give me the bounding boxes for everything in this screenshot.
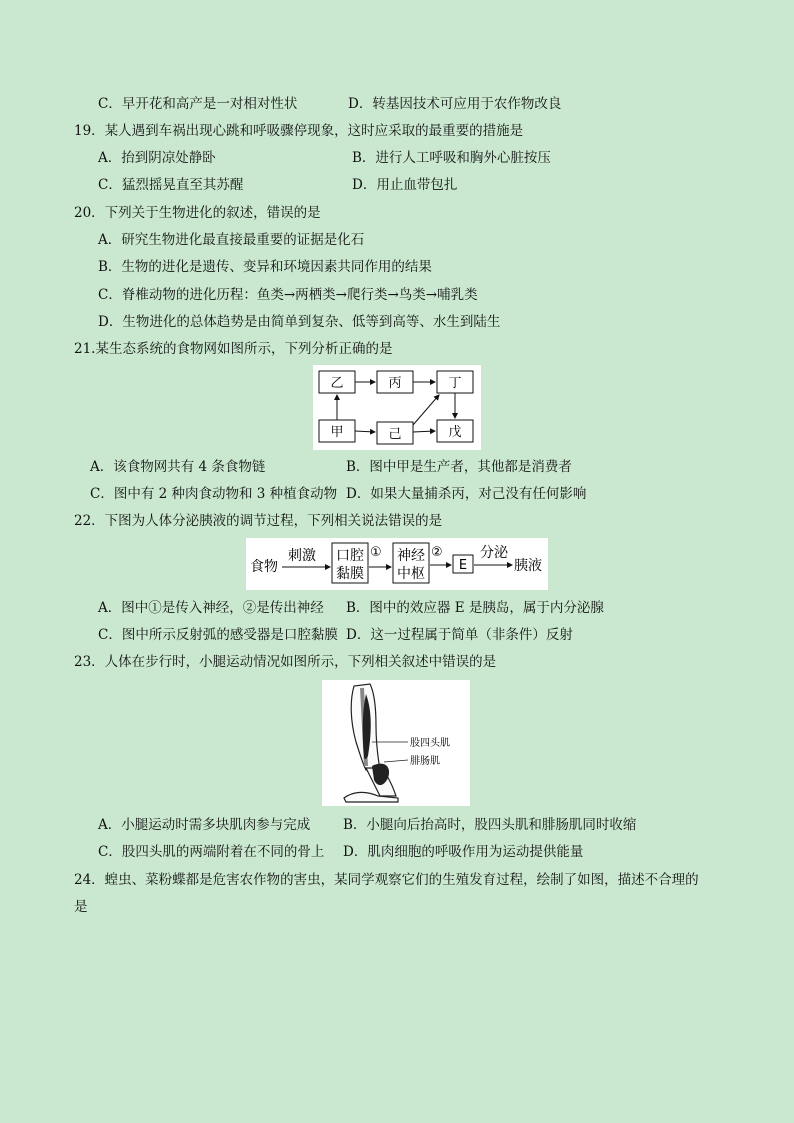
arrow-ji-wu (413, 431, 435, 432)
q23-option-b: B．小腿向后抬高时，股四头肌和腓肠肌同时收缩 (343, 817, 637, 833)
label-yi: 乙 (330, 376, 344, 391)
label-e: E (458, 558, 468, 573)
pancreatic-reflex-diagram (246, 538, 548, 590)
q23-option-a: A．小腿运动时需多块肌肉参与完成 (98, 817, 311, 833)
q21-option-b: B．图中甲是生产者，其他都是消费者 (346, 459, 572, 475)
q19-option-d: D．用止血带包扎 (352, 177, 458, 193)
food-web-svg (313, 365, 481, 450)
arrow-jia-ji (355, 431, 375, 432)
q22-stem: 22．下图为人体分泌胰液的调节过程，下列相关说法错误的是 (74, 513, 443, 529)
q21-option-d: D．如果大量捕杀丙，对己没有任何影响 (346, 486, 587, 502)
q21-option-a: A．该食物网共有 4 条食物链 (90, 459, 266, 475)
q23-stem: 23．人体在步行时，小腿运动情况如图所示，下列相关叙述中错误的是 (74, 654, 497, 670)
leg-muscle-figure (322, 680, 470, 806)
q19-stem: 19．某人遇到车祸出现心跳和呼吸骤停现象，这时应采取的最重要的措施是 (74, 123, 524, 139)
label-stimulus: 刺激 (288, 548, 316, 564)
q18-option-d: D．转基因技术可应用于农作物改良 (348, 96, 562, 112)
q21-stem: 21.某生态系统的食物网如图所示，下列分析正确的是 (74, 341, 393, 357)
arrow-ji-ding (413, 395, 439, 425)
food-web-diagram (313, 365, 481, 450)
label-center1: 神经 (397, 548, 425, 564)
label-quadriceps: 股四头肌 (410, 738, 450, 749)
q22-option-c: C．图中所示反射弧的感受器是口腔黏膜 (98, 627, 338, 643)
q24-stem-line2: 是 (74, 899, 88, 915)
label-mouth2: 黏膜 (336, 566, 364, 582)
q24-stem-line1: 24．蝗虫、菜粉蝶都是危害农作物的害虫，某同学观察它们的生殖发育过程，绘制了如图，描述不合理的 (74, 872, 699, 888)
label-food: 食物 (250, 559, 278, 575)
q22-option-b: B．图中的效应器 E 是胰岛，属于内分泌腺 (346, 600, 604, 616)
q20-option-b: B．生物的进化是遗传、变异和环境因素共同作用的结果 (98, 259, 432, 275)
q20-option-c: C．脊椎动物的进化历程：鱼类→两栖类→爬行类→鸟类→哺乳类 (98, 287, 478, 303)
label-center2: 中枢 (397, 566, 425, 582)
reflex-svg (246, 538, 548, 590)
q19-option-a: A．抬到阴凉处静卧 (98, 150, 216, 166)
label-gastrocnemius: 腓肠肌 (410, 756, 440, 767)
label-n1: ① (370, 545, 382, 560)
q20-option-a: A．研究生物进化最直接最重要的证据是化石 (98, 232, 365, 248)
label-mouth1: 口腔 (336, 548, 364, 564)
leg-svg (322, 680, 470, 806)
label-wu: 戊 (448, 425, 462, 440)
q19-option-b: B．进行人工呼吸和胸外心脏按压 (352, 150, 551, 166)
q23-option-c: C．股四头肌的两端附着在不同的骨上 (98, 844, 325, 860)
q21-option-c: C．图中有 2 种肉食动物和 3 种植食动物 (90, 486, 338, 502)
label-juice: 胰液 (514, 558, 542, 574)
label-ding: 丁 (448, 376, 462, 391)
label-secrete: 分泌 (480, 545, 508, 561)
q20-option-d: D．生物进化的总体趋势是由简单到复杂、低等到高等、水生到陆生 (98, 314, 501, 330)
q22-option-d: D．这一过程属于简单（非条件）反射 (346, 627, 573, 643)
label-n2: ② (431, 545, 443, 560)
q22-option-a: A．图中①是传入神经，②是传出神经 (98, 600, 324, 616)
q19-option-c: C．猛烈摇晃直至其苏醒 (98, 177, 244, 193)
label-jia: 甲 (330, 425, 344, 440)
q23-option-d: D．肌肉细胞的呼吸作用为运动提供能量 (343, 844, 584, 860)
label-ji: 己 (388, 427, 402, 442)
label-bing: 丙 (388, 376, 402, 391)
q18-option-c: C．早开花和高产是一对相对性状 (98, 96, 298, 112)
q20-stem: 20．下列关于生物进化的叙述，错误的是 (74, 205, 321, 221)
leader-gastro (384, 760, 408, 762)
